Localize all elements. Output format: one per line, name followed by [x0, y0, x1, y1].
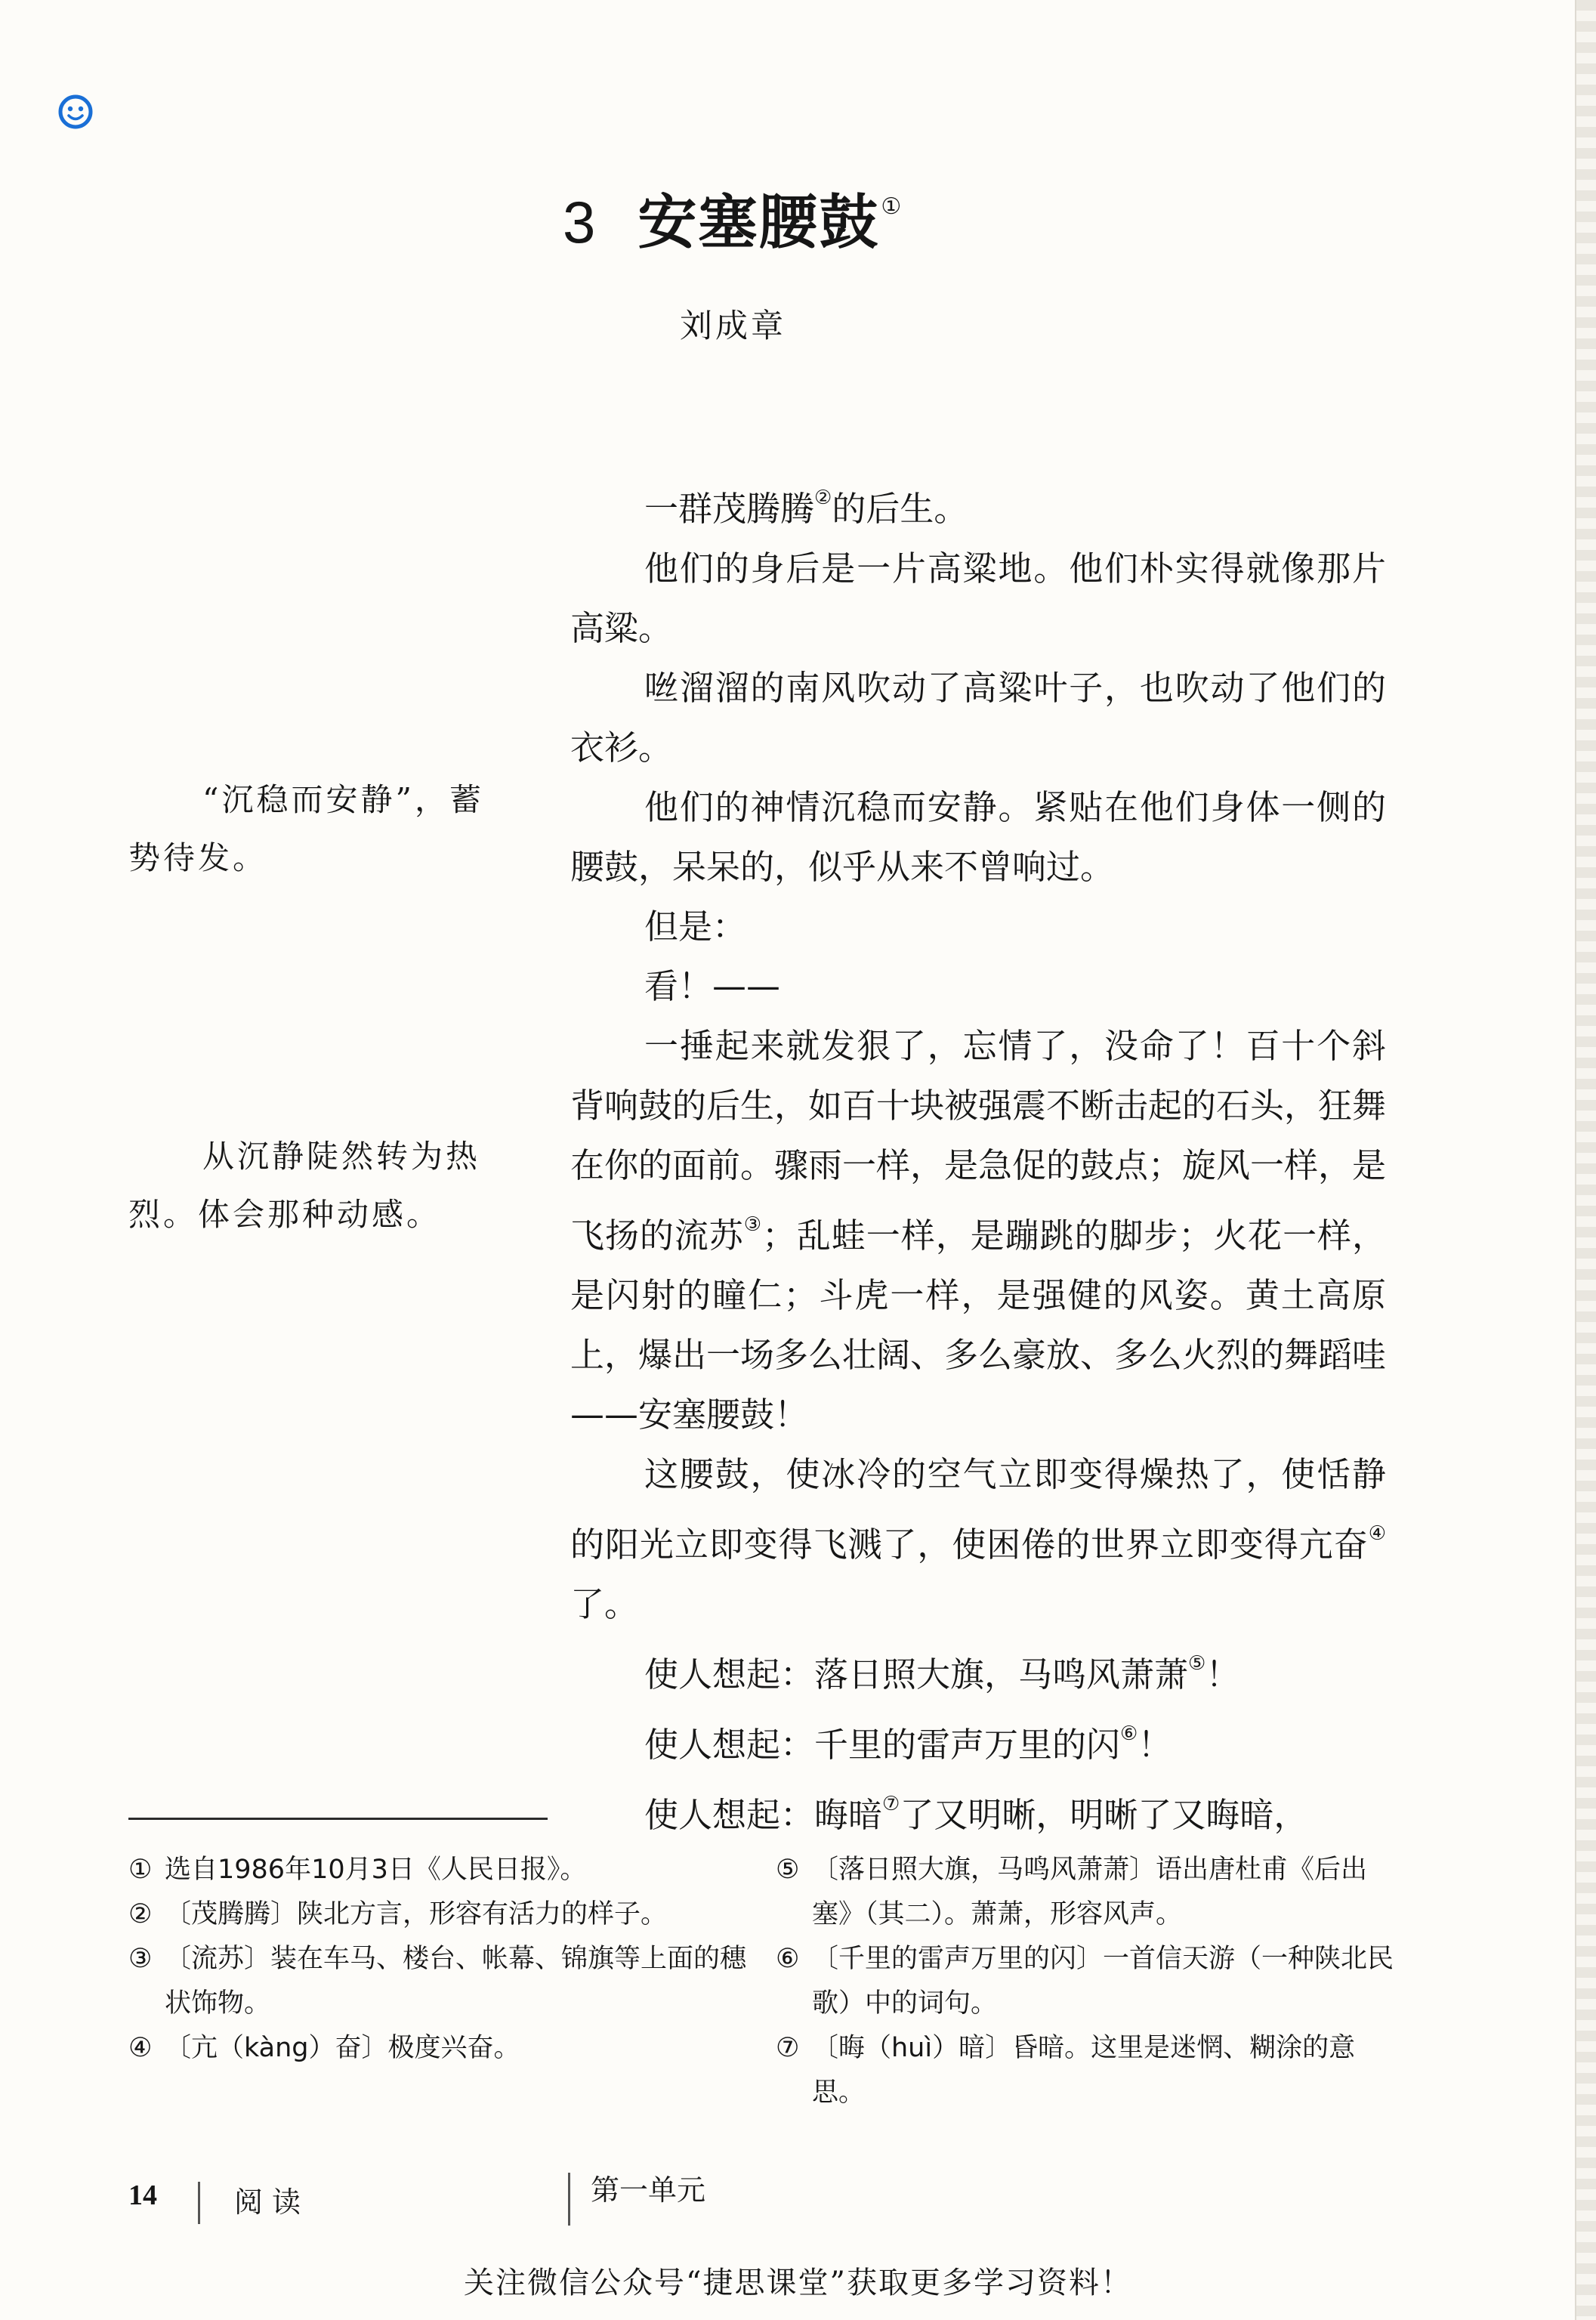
footnote-divider — [128, 1818, 548, 1820]
paragraph: 一捶起来就发狠了，忘情了，没命了！百十个斜背响鼓的后生，如百十块被强震不断击起的石头，狂舞在你的面前。骤雨一样，是急促的鼓点；旋风一样，是飞扬的流苏③；乱蛙一样，是蹦跳的脚步；火花一样，是闪射的瞳仁；斗虎一样，是强健的风姿。黄土高原上，爆出一场多么壮阔、多么豪放、多么火烈的舞蹈哇——安塞腰鼓！ — [570, 1026, 1387, 1435]
paragraph: 咝溜溜的南风吹动了高粱叶子，也吹动了他们的衣衫。 — [570, 668, 1386, 768]
footnote-ref[interactable]: ⑥ — [1120, 1722, 1138, 1745]
footnote-ref[interactable]: ③ — [743, 1213, 762, 1236]
lesson-number: 3 — [563, 189, 597, 255]
page-number: 14 — [128, 2179, 157, 2211]
footnote: ① 选自1986年10月3日《人民日报》。 — [128, 1855, 587, 1885]
lesson-title — [563, 175, 903, 260]
paragraph: 他们的神情沉稳而安静。紧贴在他们身体一侧的腰鼓，呆呆的，似乎从来不曾响过。 — [570, 787, 1386, 887]
paragraph: 使人想起：晦暗⑦了又明晰，明晰了又晦暗， — [644, 1793, 1308, 1835]
paragraph: 他们的身后是一片高粱地。他们朴实得就像那片高粱。 — [570, 548, 1386, 648]
footnote: ③ 〔流苏〕装在车马、楼台、帐幕、锦旗等上面的穗状饰物。 — [128, 1944, 747, 2019]
footnote: ⑤ 〔落日照大旗，马鸣风萧萧〕语出唐杜甫《后出塞》（其二）。萧萧，形容风声。 — [776, 1855, 1368, 1929]
page-edge — [1575, 0, 1596, 2320]
footer-divider — [568, 2173, 570, 2226]
unit-label: 第一单元 — [591, 2173, 706, 2207]
margin-note: “沉稳而安静”，蓄势待发。 — [128, 781, 484, 876]
title-footnote-mark: ① — [881, 193, 903, 220]
paragraph: 看！—— — [644, 966, 781, 1006]
footnotes-right — [776, 1848, 1395, 2115]
footnote: ② 〔茂腾腾〕陕北方言，形容有活力的样子。 — [128, 1899, 668, 1929]
section-label: 阅读 — [234, 2186, 310, 2219]
footnote: ⑦ 〔晦（huì）暗〕昏暗。这里是迷惘、糊涂的意思。 — [776, 2033, 1356, 2108]
paragraph: 使人想起：千里的雷声万里的闪⑥！ — [644, 1722, 1172, 1765]
watermark-text: 关注微信公众号“捷思课堂”获取更多学习资料！ — [464, 2266, 1132, 2300]
smiley-icon — [57, 94, 94, 130]
author: 刘成章 — [680, 307, 786, 345]
paragraph: 一群茂腾腾②的后生。 — [644, 487, 968, 529]
footnote-ref[interactable]: ④ — [1368, 1522, 1386, 1545]
footnote: ④ 〔亢（kàng）奋〕极度兴奋。 — [128, 2033, 520, 2063]
paragraph: 但是： — [644, 907, 747, 947]
footnote-ref[interactable]: ⑦ — [882, 1793, 900, 1815]
paragraph: 使人想起：落日照大旗，马鸣风萧萧⑤！ — [644, 1652, 1240, 1694]
paragraph: 这腰鼓，使冰冷的空气立即变得燥热了，使恬静的阳光立即变得飞溅了，使困倦的世界立即变得亢奋④了。 — [570, 1454, 1386, 1624]
footnotes-left — [128, 1848, 748, 2071]
lesson-title-text: 安塞腰鼓 — [637, 189, 880, 257]
article-body — [570, 468, 1386, 1845]
footnote-ref[interactable]: ② — [814, 487, 832, 509]
footnote: ⑥ 〔千里的雷声万里的闪〕一首信天游（一种陕北民歌）中的词句。 — [776, 1944, 1394, 2019]
margin-note: 从沉静陡然转为热烈。体会那种动感。 — [128, 1138, 481, 1233]
footnote-ref[interactable]: ⑤ — [1188, 1652, 1206, 1675]
footer-divider — [198, 2182, 200, 2224]
